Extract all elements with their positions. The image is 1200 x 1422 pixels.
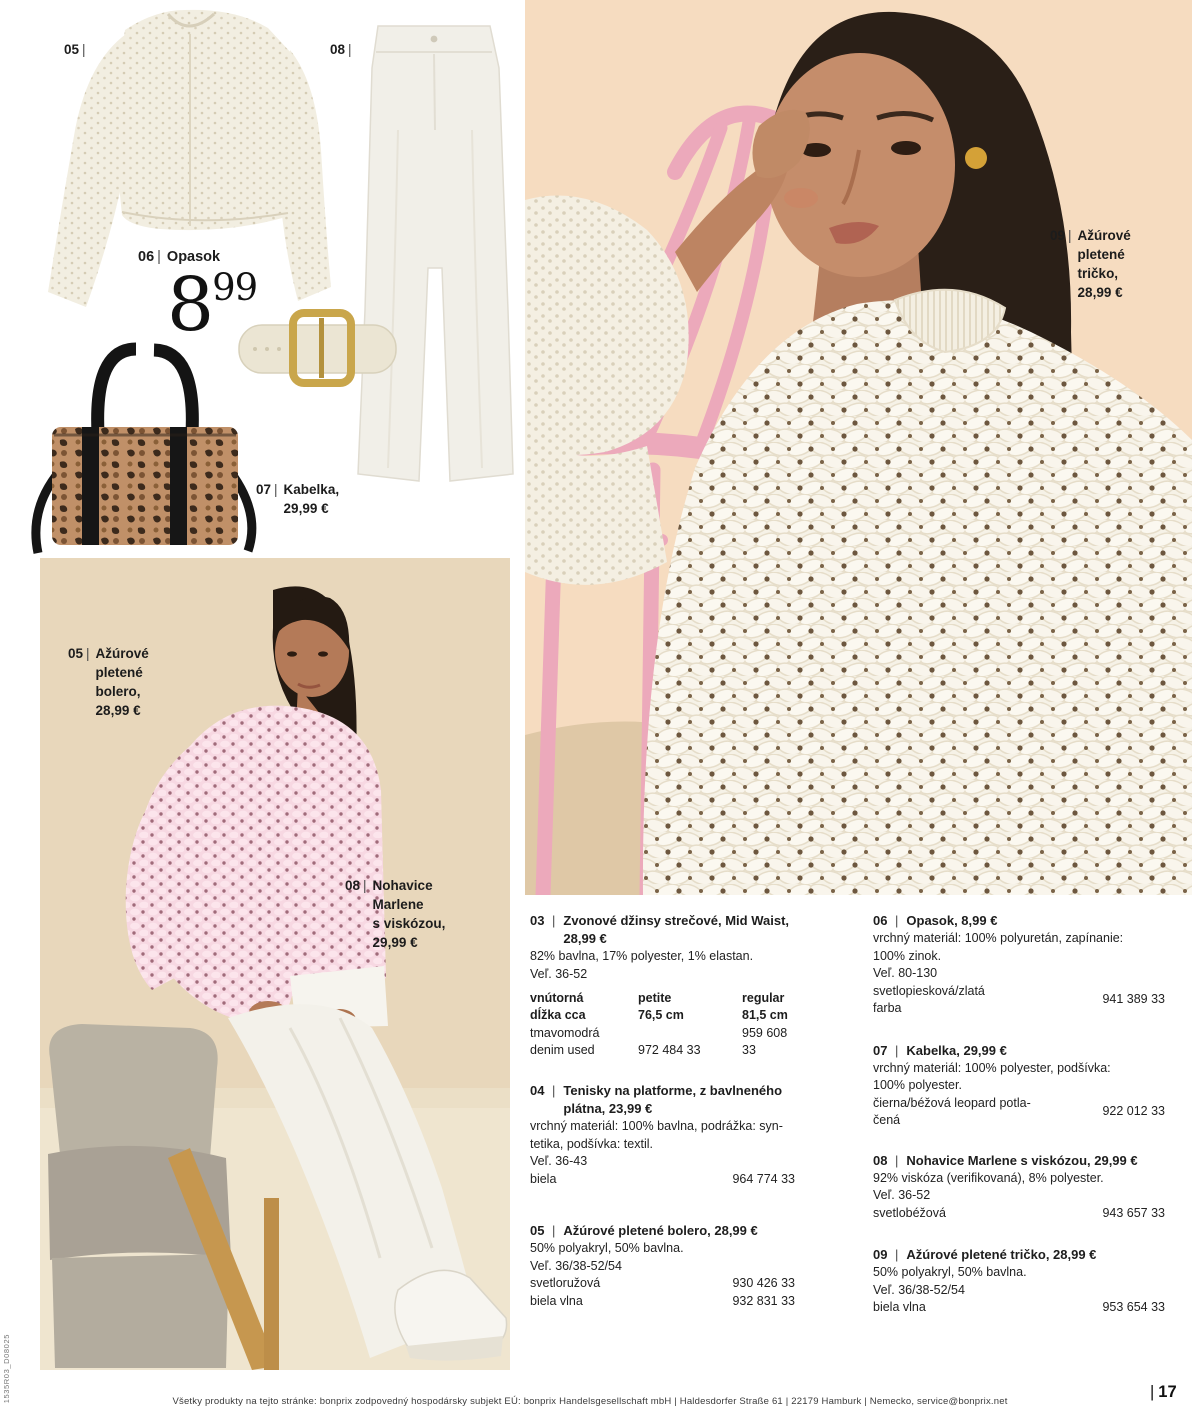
spec-line: 100% polyester. — [873, 1078, 962, 1092]
tag-line: Ažúrové — [1077, 228, 1131, 243]
spec-line: Veľ. 36-52 — [530, 966, 588, 981]
entry-header — [530, 912, 795, 948]
product-entry-09 — [873, 1246, 1165, 1317]
tag-separator: | — [363, 878, 367, 893]
cell: denim used — [530, 1042, 595, 1057]
tag-number: 05 — [64, 42, 80, 57]
article-number: 964 774 33 — [732, 1171, 795, 1186]
cell: 81,5 cm — [742, 1007, 788, 1022]
print-code: 1535R03_D08025 — [2, 1334, 11, 1404]
entry-separator: | — [895, 1247, 899, 1262]
color-label: svetloružová — [530, 1276, 601, 1290]
tag-pants — [330, 40, 358, 59]
product-entry-03 — [530, 912, 795, 1058]
color-row — [530, 1171, 795, 1189]
color-line: čená — [873, 1113, 901, 1127]
size-col-label — [530, 990, 638, 1023]
entry-separator: | — [552, 1083, 556, 1098]
article-number: 953 654 33 — [1102, 1300, 1165, 1314]
cell: vnútorná — [530, 991, 584, 1005]
tag-line: 28,99 € — [95, 703, 141, 718]
spec-line: vrchný materiál: 100% polyester, podšívka: — [873, 1060, 1111, 1075]
tag-number: 06 — [138, 249, 155, 265]
tag-line: pletené — [1077, 247, 1125, 262]
color-label: biela vlna — [530, 1293, 583, 1308]
cell: regular — [742, 991, 785, 1005]
tag-bolero — [68, 644, 149, 720]
article-number: 972 484 33 — [638, 1042, 701, 1057]
article-number: 959 608 33 — [742, 1026, 788, 1057]
tag-line: 28,99 € — [1077, 285, 1123, 300]
title-line: plátna, 23,99 € — [563, 1101, 653, 1116]
entry-header — [530, 1222, 795, 1240]
color-row — [873, 1299, 1165, 1317]
article-number: 941 389 33 — [1102, 992, 1165, 1007]
product-entry-06 — [873, 912, 1165, 1018]
entry-title — [906, 1042, 1006, 1060]
color-line: čierna/béžová leopard potla- — [873, 1095, 1031, 1110]
color-row — [873, 1205, 1165, 1223]
article-number: 930 426 33 — [732, 1276, 795, 1290]
price-euros: 8 — [167, 262, 213, 348]
size-table-row — [530, 1025, 795, 1058]
tag-line: bolero, — [95, 684, 141, 699]
bag-product-image — [20, 315, 270, 555]
entry-title — [563, 912, 789, 948]
tag-line: Marlene — [372, 897, 424, 912]
spec-line: tetika, podšívka: textil. — [530, 1136, 653, 1151]
page-number-bar: | — [1150, 1383, 1155, 1401]
tag-number: 09 — [1050, 228, 1066, 243]
size-table — [530, 990, 795, 1058]
spec-line: Veľ. 36/38-52/54 — [530, 1258, 622, 1273]
tag-marlene-pants — [345, 876, 445, 952]
tag-line: s viskózou, — [372, 916, 446, 931]
tag-sweater — [64, 40, 92, 59]
tag-separator: | — [274, 482, 278, 497]
size-col-petite — [638, 990, 742, 1023]
article-number: 943 657 33 — [1102, 1205, 1165, 1220]
entry-number: 08 — [873, 1152, 888, 1168]
entry-header — [873, 1246, 1165, 1264]
color-label — [873, 983, 985, 1018]
tag-separator: | — [348, 42, 352, 57]
title-line: Nohavice Marlene s viskózou, 29,99 € — [906, 1152, 1138, 1168]
tag-line: 29,99 € — [283, 501, 329, 516]
tag-line: Kabelka, — [283, 482, 340, 497]
tag-line: pletené — [95, 665, 143, 680]
title-line: Tenisky na platforme, z bavlneného — [563, 1083, 783, 1098]
color-row — [530, 1275, 795, 1293]
tag-tricko — [1050, 226, 1131, 302]
spec-line: 100% zinok. — [873, 948, 942, 963]
legal-footer: Všetky produkty na tejto stránke: bonprix zodpovedný hospodársky subjekt EÚ: bonprix Handelsgesellschaft mbH | Haldesdorfer Straße 61 | 22179 Hamburk | Nemecko, service@bonprix.net — [172, 1396, 1008, 1407]
tag-lines — [373, 876, 446, 952]
color-label: biela — [530, 1171, 557, 1186]
tag-number: 05 — [68, 646, 84, 661]
color-line: svetlopiesková/zlatá — [873, 983, 985, 998]
listing-column-1 — [530, 912, 795, 1334]
cell: tmavomodrá — [530, 1026, 600, 1040]
product-entry-05 — [530, 1222, 795, 1310]
entry-number: 03 — [530, 913, 545, 928]
color-label: biela vlna — [873, 1300, 926, 1314]
title-line: Ažúrové pletené bolero, 28,99 € — [563, 1223, 758, 1238]
title-line: Ažúrové pletené tričko, 28,99 € — [906, 1247, 1097, 1262]
spec-line: 50% polyakryl, 50% bavlna. — [873, 1265, 1027, 1279]
color-label — [873, 1095, 1031, 1130]
title-line: Kabelka, 29,99 € — [906, 1042, 1007, 1058]
entry-header — [873, 1152, 1165, 1170]
entry-number: 09 — [873, 1247, 888, 1262]
tag-number: 08 — [345, 878, 361, 893]
color-label — [530, 1025, 638, 1058]
spec-line: Veľ. 36/38-52/54 — [873, 1282, 965, 1297]
entry-title — [906, 1246, 1096, 1264]
title-line: 28,99 € — [563, 931, 607, 946]
tag-number: 07 — [256, 482, 272, 497]
entry-number: 05 — [530, 1223, 545, 1238]
entry-number: 07 — [873, 1042, 888, 1058]
entry-title — [563, 1222, 757, 1240]
page-number-value: 17 — [1158, 1383, 1177, 1401]
tag-number: 08 — [330, 42, 346, 57]
cell: dĺžka cca — [530, 1007, 586, 1022]
tag-line: 29,99 € — [372, 935, 418, 950]
entry-title — [906, 912, 997, 930]
entry-separator: | — [552, 1223, 556, 1238]
entry-header — [873, 1042, 1165, 1060]
entry-separator: | — [895, 1152, 899, 1168]
size-col-regular — [742, 990, 795, 1023]
price-cents: 99 — [212, 266, 258, 309]
cell: 76,5 cm — [638, 1007, 684, 1022]
product-entry-08 — [873, 1152, 1165, 1223]
entry-number: 06 — [873, 913, 888, 928]
product-entry-04 — [530, 1082, 795, 1188]
tag-lines — [284, 480, 340, 518]
title-line: Zvonové džinsy strečové, Mid Waist, — [563, 913, 790, 928]
color-row — [873, 1095, 1165, 1130]
tag-separator: | — [1068, 228, 1072, 243]
spec-line: 50% polyakryl, 50% bavlna. — [530, 1241, 684, 1255]
entry-separator: | — [895, 913, 899, 928]
listing-column-2 — [873, 912, 1165, 1341]
article-number: 932 831 33 — [732, 1293, 795, 1308]
tag-separator: | — [157, 249, 161, 265]
pants-product-image — [350, 10, 515, 495]
right-model-photo — [525, 0, 1192, 895]
entry-title — [906, 1152, 1137, 1170]
tag-separator: | — [82, 42, 86, 57]
spec-line: Veľ. 80-130 — [873, 966, 938, 980]
tag-bag — [256, 480, 339, 518]
article-number: 922 012 33 — [1102, 1104, 1165, 1119]
entry-title — [563, 1082, 782, 1118]
tag-label: Opasok — [166, 249, 221, 265]
size-table-header — [530, 990, 795, 1023]
spec-line: Veľ. 36-52 — [873, 1188, 931, 1202]
entry-number: 04 — [530, 1083, 545, 1098]
spec-line: vrchný materiál: 100% polyuretán, zapínanie: — [873, 931, 1124, 945]
tag-separator: | — [86, 646, 90, 661]
title-line: Opasok, 8,99 € — [906, 913, 998, 928]
spec-line: 82% bavlna, 17% polyester, 1% elastan. — [530, 949, 754, 963]
tag-line: Ažúrové — [95, 646, 149, 661]
color-line: farba — [873, 1001, 902, 1015]
entry-header — [873, 912, 1165, 930]
color-row — [873, 983, 1165, 1018]
tag-lines — [1078, 226, 1131, 302]
color-row — [530, 1293, 795, 1311]
entry-header — [530, 1082, 795, 1118]
product-entry-07 — [873, 1042, 1165, 1130]
tag-lines — [96, 644, 149, 720]
tag-line: tričko, — [1077, 266, 1119, 281]
page-number — [1150, 1383, 1177, 1402]
spec-line: Veľ. 36-43 — [530, 1154, 588, 1168]
cell: petite — [638, 991, 672, 1005]
belt-price — [167, 262, 258, 348]
spec-line: vrchný materiál: 100% bavlna, podrážka: syn- — [530, 1119, 783, 1133]
entry-separator: | — [552, 913, 556, 928]
entry-separator: | — [895, 1042, 899, 1058]
left-model-photo — [40, 558, 510, 1370]
spec-line: 92% viskóza (verifikovaná), 8% polyester. — [873, 1170, 1104, 1185]
tag-line: Nohavice — [372, 878, 433, 893]
color-label: svetlobéžová — [873, 1205, 946, 1220]
